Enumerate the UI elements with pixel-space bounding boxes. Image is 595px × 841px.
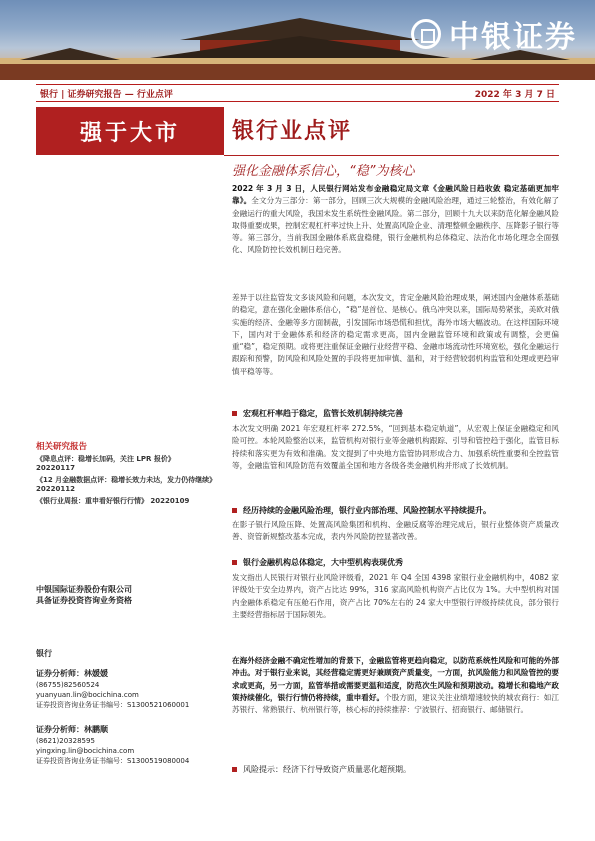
report-date: 2022 年 3 月 7 日 bbox=[474, 90, 555, 100]
related-item[interactable]: 《降息点评：稳增长加码，关注 LPR 报价》 20220117 bbox=[36, 455, 175, 473]
paragraph-2-text: 差异于以往监管发文多谈风险和问题，本次发文，肯定金融风险治理成果，阐述国内金融体系基础的稳定，意在强化金融体系信心，“稳”是首位、是核心。俄乌冲突以来，国际局势紧张，美欧对俄实施的经济、金融等多方面制裁，引发国际市场恐慌和担忧，海外市场大幅波动。在这样国际环境下，国内对于金融体系和经济的稳定需求更高，国内金融监管环境和政策或有调整，会更偏重“稳”，稳定预期。或将更注重保证金融行业经营平稳、金融市场流动性环境宽松，强化金融运行跟踪和预警，防风险和风险处置的手段将更加审慎、温和，对于经营较弱机构监管和处理或更趋审慎平稳等等。 bbox=[232, 293, 559, 376]
outlook-paragraph bbox=[232, 655, 559, 716]
analyst-name: 证券分析师：林媛媛 bbox=[36, 669, 108, 678]
org-qualification: 具备证券投资咨询业务资格 bbox=[36, 596, 132, 606]
breadcrumb: 银行 | 证券研究报告 — 行业点评 bbox=[40, 90, 173, 100]
related-item[interactable]: 《12 月金融数据点评：稳增长效力未达，发力仍待继续》20220112 bbox=[36, 475, 213, 494]
page-title: 银行业点评 bbox=[232, 118, 353, 144]
boc-logo-icon bbox=[411, 19, 441, 49]
bullet-square-icon bbox=[232, 560, 237, 565]
related-reports bbox=[36, 440, 216, 508]
risk-note: 风险提示：经济下行导致资产质量恶化超预期。 bbox=[232, 764, 411, 775]
bullet-square-icon bbox=[232, 508, 237, 513]
outlook-text: 个股方面，建议关注业绩增速较快的城农商行：如江苏银行、常熟银行、杭州银行等，核心标的持续推荐：宁波银行、招商银行、邮储银行。 bbox=[232, 692, 560, 715]
outlook-lead: 在海外经济金融不确定性增加的背景下，金融监管将更趋向稳定，以防范系统性风险和可能的外部冲击。对于银行业来说，其经营稳定需更好兼顾资产质量变，一方面，抗风险能力和风险管控的要求或更高，另一方面，监管举措或需要更温和适度，防范次生风险和预期波动。稳增长和稳地产政策持续催化，银行行情仍将持续，重申看好。 bbox=[232, 656, 559, 702]
section-3-body: 发文指出人民银行对银行业风险评级看，2021 年 Q4 全国 4398 家银行业金融机构中，4082 家评级处于安全边界内，资产占比达 99%，316 家高风险机构资产占比仅为 1%。大中型机构对国内金融体系稳定有压舱石作用，资产占比 70%左右的 24 家大中型银行评级持续优良，部分银行主要经营指标居于国际领先。 bbox=[232, 573, 559, 619]
section-3-heading: 银行金融机构总体稳定，大中型机构表现优秀 bbox=[232, 557, 403, 568]
org-name: 中银国际证券股份有限公司 bbox=[36, 585, 132, 594]
header-banner bbox=[0, 0, 595, 80]
page-subtitle: 强化金融体系信心，“稳”为核心 bbox=[232, 164, 415, 179]
org-block bbox=[36, 584, 132, 606]
title-divider bbox=[224, 155, 559, 156]
analyst-phone: (8621)20328595 bbox=[36, 736, 95, 745]
paragraph-1-text: 全文分为三部分：第一部分，回顾三次大规模的金融风险治理，通过三轮整治，有效化解了金融运行的重大风险，我国未发生系统性金融风险。第二部分，回顾十九大以来防范化解金融风险取得重要成果，控制宏观杠杆率过快上升、处置高风险企业、清理整顿金融秩序、压降影子银行等等。第三部分，当前我国金融体系底盘稳健，银行金融机构总体稳定、法治化市场化理念全面强化、风险防控长效机制日趋完善。 bbox=[232, 196, 560, 255]
brand-name: 中银证券 bbox=[449, 20, 577, 55]
rating-badge: 强于大市 bbox=[36, 107, 224, 155]
bullet-square-icon bbox=[232, 411, 237, 416]
paragraph-1-lead: 2022 年 3 月 3 日，人民银行网站发布金融稳定局文章《金融风险日趋收敛 稳定基础更加牢靠》。 bbox=[232, 184, 559, 206]
analyst-cert: 证券投资咨询业务证书编号：S1300519080004 bbox=[36, 756, 190, 765]
section-2-heading: 经历持续的金融风险治理，银行业内部治理、风险控制水平持续提升。 bbox=[232, 505, 491, 516]
bullet-square-icon bbox=[232, 767, 237, 772]
analyst-email[interactable]: yuanyuan.lin@bocichina.com bbox=[36, 690, 139, 699]
section-1-heading: 宏观杠杆率趋于稳定，监管长效机制持续完善 bbox=[232, 408, 403, 419]
analyst-2 bbox=[36, 724, 189, 766]
section-2-body: 在影子银行风险压降、处置高风险集团和机构、金融反腐等治理完成后，银行业整体资产质量改善、资管新规整改基本完成，表内外风险防控显著改善。 bbox=[232, 520, 559, 542]
sector-label: 银行 bbox=[36, 649, 52, 658]
analyst-1 bbox=[36, 668, 189, 710]
analyst-email[interactable]: yingxing.lin@bocichina.com bbox=[36, 746, 135, 755]
related-item[interactable]: 《银行业周报：重申看好银行行情》 20220109 bbox=[36, 496, 190, 505]
related-title: 相关研究报告 bbox=[36, 442, 88, 452]
paragraph-1 bbox=[232, 183, 559, 257]
analyst-phone: (86755)82560524 bbox=[36, 680, 100, 689]
analyst-name: 证券分析师：林鹏顺 bbox=[36, 725, 108, 734]
section-1-body: 本次发文明确 2021 年宏观杠杆率 272.5%，“回到基本稳定轨道”，从宏观上保证金融稳定和风险可控。本轮风险整治以来，监管机构对银行业等金融机构跟踪、引导和管控趋于强化，监管目标持续和落实更为有效和准确。发文提到了中央地方监管协同形成合力、加强系统性重要和全控监管等，金融监管和风险防范有效覆盖全国和地方各级各类金融机构并形成了长效机制。 bbox=[232, 424, 559, 470]
analyst-cert: 证券投资咨询业务证书编号：S1300521060001 bbox=[36, 700, 190, 709]
brand-logo bbox=[411, 12, 577, 56]
paragraph-2 bbox=[232, 292, 559, 378]
info-bar bbox=[36, 84, 559, 102]
